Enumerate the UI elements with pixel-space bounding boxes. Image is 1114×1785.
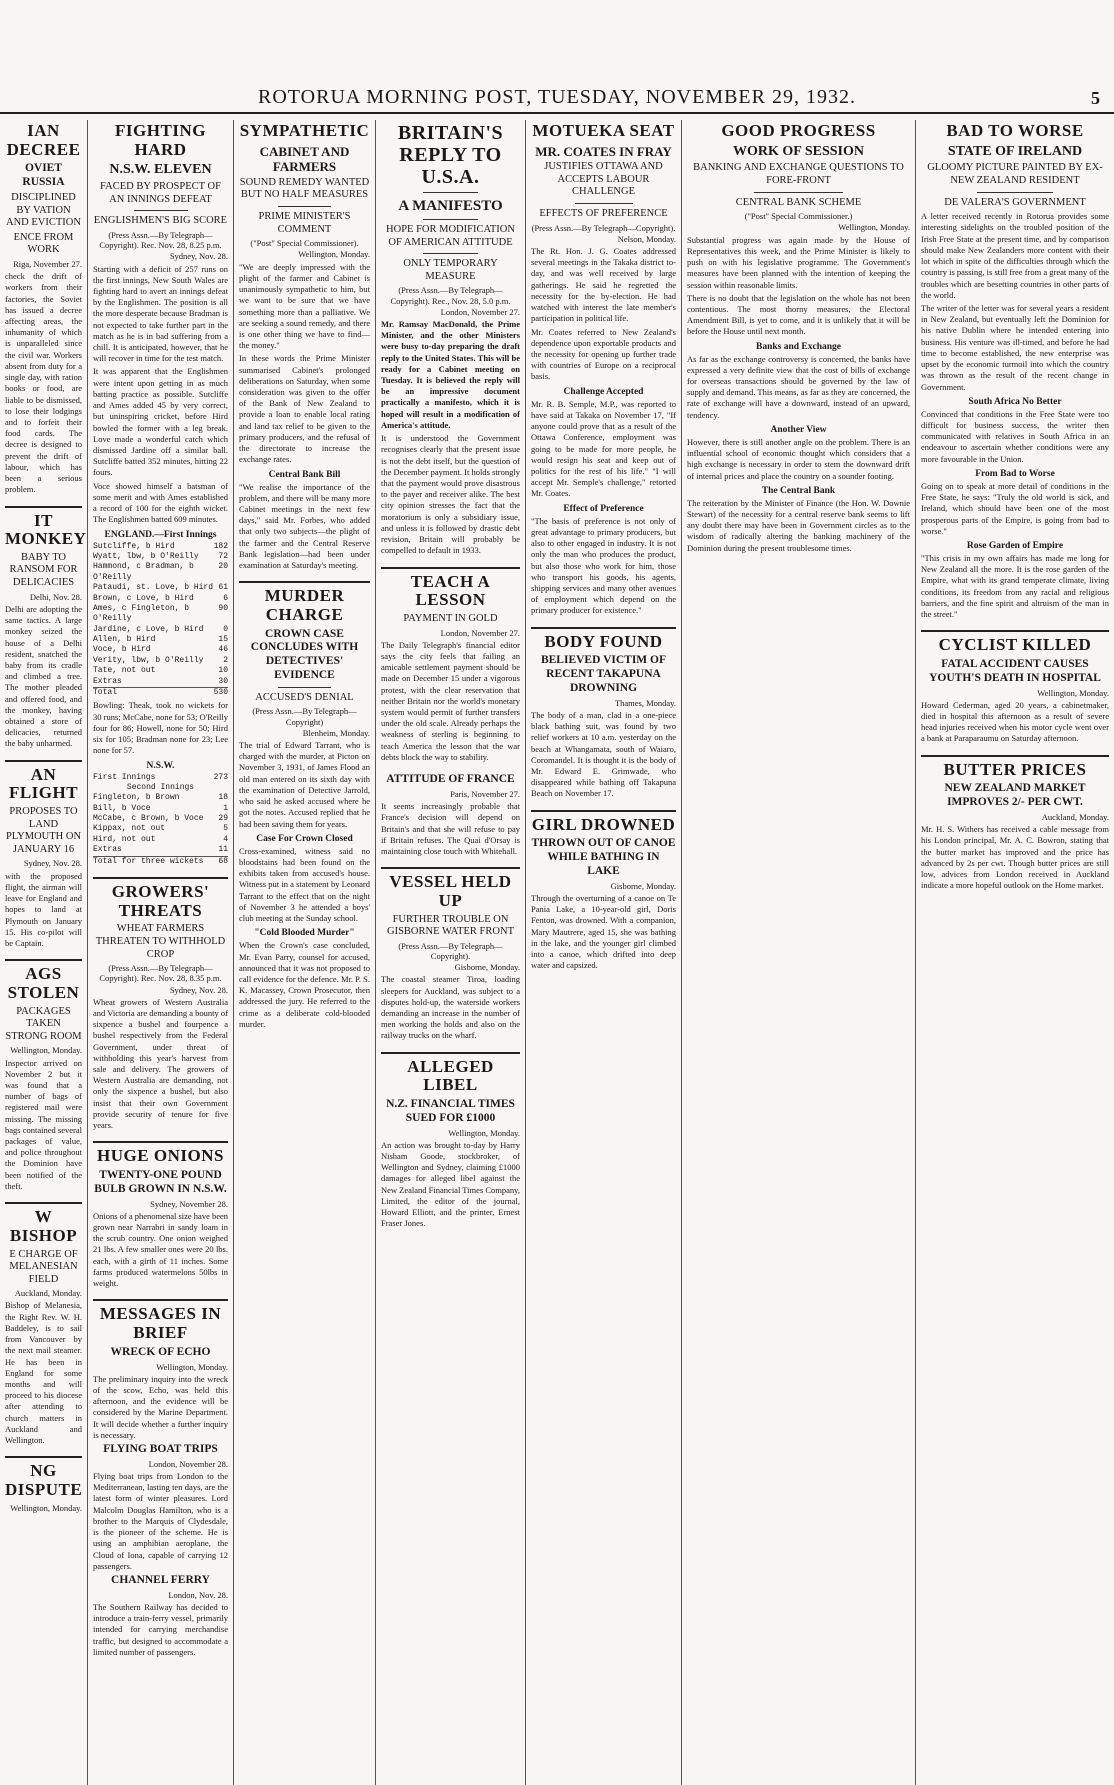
article-text: The body of a man, clad in a one-piece black bathing suit, was found by two relief workers at 10 a.m. yesterday on the beach at Whangamata, south of Waiaro, Coromandel. It is thought it is the body of Mr. Edward E. Grimwade, who disappeared while bathing off Takapuna Beach on November 17.: [531, 709, 676, 799]
article-text: "We realise the importance of the problem, and there will be many more Cabinet meetings in the next few days," said Mr. Forbes, who added that only two subjects—the plight of the farmer and the Central Reserve Bank legislation—had been under examination at Saturday's meeting.: [239, 481, 370, 571]
dateline: Paris, November 27.: [450, 788, 520, 799]
dateline: Wellington, Monday.: [10, 1045, 82, 1056]
article-text: In these words the Prime Minister summarised Cabinet's prolonged deliberations on Saturday, when some consideration was given to the offer of the Bank of New Zealand to provide a loan to enable local rating and land tax relief to be given to the primary producers, and the refusal of the directorate to increase the exchange rates.: [239, 353, 370, 465]
credit-line: ("Post" Special Commissioner).: [250, 238, 359, 249]
divider: [93, 1141, 228, 1143]
divider: [5, 1202, 82, 1204]
subheadline: FATAL ACCIDENT CAUSES YOUTH'S DEATH IN HOSPITAL: [929, 657, 1101, 684]
subheadline: BABY TO RANSOM FOR DELICACIES: [9, 551, 78, 589]
score-row: Kippax, not out 5: [93, 824, 228, 834]
headline: CYCLIST KILLED: [938, 635, 1092, 655]
headline: SYMPATHETIC: [239, 121, 370, 140]
section-heading: Banks and Exchange: [755, 341, 841, 352]
section-heading: Central Bank Bill: [268, 469, 341, 480]
article-text: "The basis of preference is not only of great advantage to primary producers, but also to other engaged in industry. It is not only the man who produces the product, but also those who work for him, those who transport his goods, his agents, shipping services and many other avenues of employment which depend on the primary producer for existence.": [531, 515, 676, 616]
subheadline: HOPE FOR MODIFICATION OF AMERICAN ATTITUDE: [386, 224, 515, 248]
subheadline: WHEAT FARMERS THREATEN TO WITHHOLD CROP: [95, 923, 226, 960]
divider: [381, 567, 520, 569]
score-row: Jardine, c Love, b Hird 0: [93, 624, 228, 634]
headline: IT MONKEY: [5, 510, 87, 549]
section-heading: Challenge Accepted: [563, 386, 644, 397]
headline: HUGE ONIONS: [97, 1146, 224, 1166]
column-5: [526, 120, 682, 1785]
article-text: Through the overturning of a canoe on Te Pania Lake, a 10-year-old girl, Doris Fenton, was drowned. With a companion, Mary Mautrere, aged 15, she was bathing in the lake, and the younger girl climbed into a canoe, which drifted into deep water and capsized.: [531, 892, 676, 971]
section-heading: Case For Crown Closed: [256, 833, 353, 844]
credit-line: (Press Assn.—By Telegraph—Copyright). Rec., Nov. 28, 5.0 p.m.: [390, 285, 511, 306]
article-vessel-held-up: [381, 873, 520, 1041]
credit-line: ("Post" Special Commissioner.): [744, 211, 853, 222]
article-bishop: [5, 1208, 82, 1446]
headline: BODY FOUND: [544, 631, 663, 651]
subheadline: PACKAGES TAKEN STRONG ROOM: [5, 1005, 82, 1042]
scorecard-title: ENGLAND.—First Innings: [104, 529, 217, 540]
dateline: London, November 28.: [148, 1458, 228, 1469]
article-text: The reiteration by the Minister of Finance (the Hon. W. Downie Stewart) of the necessity for a central reserve bank seems to lift any doubt there may have been in Government circles as to the wisdom of radically altering the banking machinery of the Dominion during the present troublesome times.: [687, 497, 910, 553]
article-text: It was apparent that the Englishmen were intent upon getting in as much batting practice as possible. Sutcliffe and Ames added 45 by very correct, but uninspiring cricket, before Hird bowled the former with a leg break. Love made a wonderful catch which dismissed Jardine off a similar ball. Sutcliffe batted 352 minutes, hitting 22 fours.: [93, 366, 228, 478]
subheadline: EFFECTS OF PREFERENCE: [539, 208, 668, 220]
dateline: Wellington, Monday.: [156, 1361, 228, 1372]
masthead: [0, 84, 1114, 114]
article-text: Mr. H. S. Withers has received a cable message from his London principal, Mr. A. C. Bowron, stating that the butter market has improved and the price has advanced by 2s per cwt. Though butter prices are still low, advices from London received in Auckland indicate a more hopeful outlook on the Home market.: [921, 824, 1109, 891]
headline: AGS STOLEN: [7, 964, 80, 1002]
subheadline: CABINET AND FARMERS: [259, 143, 350, 175]
headline: W BISHOP: [9, 1207, 78, 1245]
subheadline: N.Z. FINANCIAL TIMES SUED FOR £1000: [386, 1097, 515, 1124]
score-row: Bill, b Voce 1: [93, 803, 228, 813]
section-heading: From Bad to Worse: [975, 468, 1055, 479]
subheadline: BANKING AND EXCHANGE QUESTIONS TO FORE-FRONT: [693, 162, 904, 187]
subheadline: THROWN OUT OF CANOE WHILE BATHING IN LAKE: [531, 837, 676, 877]
divider: [5, 959, 82, 961]
divider: [921, 630, 1109, 632]
dateline: Nelson, Monday.: [617, 233, 676, 244]
subheadline: E CHARGE OF MELANESIAN FIELD: [9, 1248, 78, 1285]
divider: [531, 810, 676, 812]
headline: FIGHTING HARD: [115, 121, 206, 159]
headline: VESSEL HELD UP: [389, 872, 512, 910]
article-text: The preliminary inquiry into the wreck of the scow, Echo, was held this afternoon, and the evidence will be considered by the Marine Department. It will decide whether a further inquiry is necessary.: [93, 1373, 228, 1440]
column-2: [88, 120, 234, 1785]
subheadline: NEW ZEALAND MARKET IMPROVES 2/- PER CWT.: [944, 782, 1086, 809]
article-britains-reply: [381, 122, 520, 557]
article-text: When the Crown's case concluded, Mr. Evan Parry, counsel for accused, announced that it was not proposed to call evidence for the defence. Mr. P. S. K. Macassey, Crown Prosecutor, then addressed the jury. He referred to the crime as a deliberate cold-blooded murder.: [239, 940, 370, 1029]
subheadline: ACCUSED'S DENIAL: [255, 691, 354, 703]
score-row: Wyatt, lbw, b O'Reilly 72: [93, 551, 228, 561]
headline: GROWERS' THREATS: [111, 882, 210, 920]
score-row: Voce, b Hird 46: [93, 645, 228, 655]
subheadline: N.S.W. ELEVEN: [109, 162, 212, 178]
headline: AN FLIGHT: [8, 764, 79, 803]
subheadline: WORK OF SESSION: [733, 143, 864, 159]
article-text: Bishop of Melanesia, the Right Rev. W. H. Baddeley, is to sail from Vancouver by the next mail steamer. He has been in England for some months and will proceed to his diocese after attending to church matters in Auckland and Wellington.: [5, 1300, 82, 1446]
article-text: However, there is still another angle on the problem. There is an influential school of economic thought which considers that a high exchange is necessary in order to stem the downward drift of internal prices and place the country on a sounder footing.: [687, 436, 910, 481]
headline: GOOD PROGRESS: [721, 121, 876, 140]
credit-line: (Press Assn.—By Telegraph—Copyright).: [531, 222, 676, 233]
rule: [278, 206, 330, 207]
scorecard-england: [93, 542, 228, 699]
rule: [423, 253, 479, 254]
article-text: Substantial progress was again made by the House of Representatives this week, and the Prime Minister is likely to push on with his legislative programme. The Government's measures have been planned with the intention of keeping the session within reasonable limits.: [687, 234, 910, 290]
dateline: Wellington, Monday.: [10, 1502, 82, 1513]
dateline: Sydney, Nov. 28.: [169, 984, 228, 995]
score-row: McCabe, c Brown, b Voce 29: [93, 814, 228, 824]
headline: MURDER CHARGE: [264, 586, 345, 624]
headline: BAD TO WORSE: [946, 121, 1084, 140]
column-7: [916, 120, 1114, 1785]
rule: [423, 192, 479, 193]
article-text: The writer of the letter was for several years a resident in New Zealand, but eventually left the Dominion for his native Dublin where he intended entering into business. His venture was ill-timed, and before he had time to become established, the new enterprise was upset by the economic turmoil into which the country was thrown as the result of the recent change in Government.: [921, 303, 1109, 392]
credit-line: (Press Assn.—By Telegraph—Copyright): [252, 706, 357, 727]
subheadline: CHANNEL FERRY: [111, 1573, 210, 1586]
dateline: Delhi, Nov. 28.: [29, 591, 82, 602]
dateline: Gisborne, Monday.: [610, 880, 676, 891]
score-row: Extras 30: [93, 676, 228, 686]
article-text: Mr. R. B. Semple, M.P., was reported to have said at Takaka on November 17, "If anyone could prove that as a result of the Ottawa Conference, employment was going to be made for more people, he would resign his seat and keep out of politics for the rest of his life." "I will accept Mr. Semple's challenge," retorted Mr. Coates.: [531, 398, 676, 499]
credit-line: (Press Assn.—By Telegraph—Copyright).: [398, 940, 503, 961]
article-text: "We are deeply impressed with the plight of the farmer and Cabinet is unanimously sympathetic to him, but we want to be sure that we have something more than a palliative. We are seeking a sound remedy, and there is one other thing we have to find—the money.": [239, 261, 370, 351]
subheadline: JUSTIFIES OTTAWA AND ACCEPTS LABOUR CHALLENGE: [544, 161, 663, 198]
divider: [239, 581, 370, 583]
headline: TEACH A LESSON: [410, 571, 491, 610]
dateline: London, Nov. 28.: [168, 1589, 228, 1600]
article-fighting-hard: [93, 122, 228, 867]
dateline: Wellington, Monday.: [298, 249, 370, 260]
score-row: Verity, lbw, b O'Reilly 2: [93, 655, 228, 665]
subheadline: STATE OF IRELAND: [947, 143, 1083, 159]
divider: [5, 1456, 82, 1458]
section-heading: "Cold Blooded Murder": [254, 928, 355, 939]
subheadline: FACED BY PROSPECT OF AN INNINGS DEFEAT: [100, 181, 221, 205]
subheadline: A MANIFESTO: [398, 198, 503, 214]
scorecard-nsw: [93, 773, 228, 868]
article-butter-prices: [921, 761, 1109, 892]
article-text: Mr. Coates referred to New Zealand's dependence upon exportable products and the necessity for opening up further trade with countries of Europe on a reciprocal basis.: [531, 326, 676, 382]
subheadline: PROPOSES TO LAND PLYMOUTH ON JANUARY 16: [5, 806, 82, 855]
score-row: Fingleton, b Brown 18: [93, 793, 228, 803]
section-heading: South Africa No Better: [968, 396, 1062, 407]
article-text: Cross-examined, witness said no bloodstains had been found on the exhibits taken from accused's house. Witness put in a statement by Leonard Tarrant to the effect that on the night of November 3 he attended a boys' club meeting at the Sunday school.: [239, 845, 370, 924]
article-alleged-libel: [381, 1058, 520, 1230]
headline: BRITAIN'S REPLY TO U.S.A.: [397, 122, 504, 188]
subheadline: TWENTY-ONE POUND BULB GROWN IN N.S.W.: [94, 1169, 227, 1195]
article-growers-threats: [93, 883, 228, 1131]
article-text: The Rt. Hon. J. G. Coates addressed several meetings in the Takaka district to-day, and was well received by large gatherings. He said he regretted the necessity for the by-election. He had watched with interest the late member's participation in political life.: [531, 246, 676, 324]
dateline: Sydney, Nov. 28.: [169, 251, 228, 262]
rule: [423, 219, 479, 220]
article-text: The Southern Railway has decided to introduce a train-ferry vessel, primarily intended for carrying merchandise traffic, but designed to accommodate a limited number of passengers.: [93, 1601, 228, 1657]
credit-line: (Press Assn.—By Telegraph—Copyright). Rec. Nov. 28, 8.25 p.m.: [99, 229, 222, 251]
subheadline: WRECK OF ECHO: [110, 1345, 211, 1358]
subheadline: PAYMENT IN GOLD: [403, 612, 498, 624]
dateline: Wellington, Monday.: [838, 222, 910, 233]
article-flight: [5, 766, 82, 949]
score-subtitle: Second Innings: [126, 782, 195, 792]
subheadline: ENCE FROM WORK: [13, 231, 74, 256]
article-murder-charge: [239, 587, 370, 1030]
article-text: Convinced that conditions in the Free State were too difficult for business success, the writer then communicated with relatives in South Africa in an endeavour to ascertain whether conditions were any more favourable in the Union.: [921, 408, 1109, 464]
score-row: First Innings 273: [93, 772, 228, 782]
dateline: Riga, November 27.: [13, 258, 82, 269]
column-6: [682, 120, 916, 1785]
article-text: The Daily Telegraph's financial editor says the city feels that failing an amicable settlement payment should be made on December 15 under a vigorous protest, with the clear reservation that neither Britain nor the world's monetary system would permit of further transfers under the old scale. Already perhaps the weakness of sterling is beginning to teach America the lesson that the war debts block the way to stability.: [381, 639, 520, 762]
section-heading: Rose Garden of Empire: [966, 540, 1064, 551]
dateline: Auckland, Monday.: [1041, 811, 1109, 822]
subheadline: MR. COATES IN FRAY: [535, 143, 672, 159]
rule: [575, 203, 633, 204]
dateline: Auckland, Monday.: [14, 1288, 82, 1299]
article-text: The trial of Edward Tarrant, who is charged with the murder, at Picton on November 3, 1931, of James Flood an old man entered on its sixth day with the examination of Detective Jarrold, who said he asked accused where he got the notes. Accused replied that he had been saving them for years.: [239, 740, 370, 829]
article-text: Going on to speak at more detail of conditions in the Free State, he says: "Truly the old world is sick, and Ireland, which should have been one of the most prosperous parts of the Empire, is going from bad to worse.": [921, 480, 1109, 536]
score-row: Tate, not out 10: [93, 666, 228, 676]
article-text: check the drift of workers from their factories, the Soviet has issued a decree affecting areas, the inhumanity of which is unparalleled since the civil war. Workers absent from duty for a single day, with ration books or food, are liable to be dismissed, to lose their lodgings and to forfeit their food cards. The decree is designed to prevent the drift of labour, which has been a serious problem.: [5, 271, 82, 495]
article-good-progress: [687, 122, 910, 554]
article-sympathetic: [239, 122, 370, 571]
subheadline: DISCIPLINED BY VATION AND EVICTION: [6, 191, 81, 229]
score-row: Hird, not out 4: [93, 834, 228, 844]
score-row: Hammond, c Bradman, b O'Reilly 20: [93, 562, 228, 582]
article-attitude-of-france: [381, 773, 520, 857]
divider: [531, 627, 676, 629]
article-girl-drowned: [531, 816, 676, 972]
article-text: with the proposed flight, the airman will leave for England and hopes to land at Plymouth on January 15. His co-pilot will be Captain.: [5, 870, 82, 948]
dateline: Blenheim, Monday.: [302, 727, 370, 738]
article-text: Onions of a phenomenal size have been grown near Narrabri in sandy loam in the scrub country. One onion weighed 21 lbs. A few smaller ones were 20 lbs. each, with a girth of 11 inches. Some farms produced watermelons 50lbs in weight.: [93, 1210, 229, 1289]
dateline: Gisborne, Monday.: [454, 962, 520, 973]
subheadline: PRIME MINISTER'S COMMENT: [258, 211, 351, 235]
headline: BUTTER PRICES: [943, 759, 1087, 779]
dateline: London, November 27.: [440, 627, 520, 638]
dateline: Wellington, Monday.: [448, 1127, 520, 1138]
article-teach-a-lesson: [381, 573, 520, 764]
dateline: Sydney, November 28.: [150, 1198, 228, 1209]
divider: [381, 1052, 520, 1054]
score-total: Total 530: [93, 688, 228, 698]
rule: [134, 210, 188, 211]
page-number: 5: [1091, 88, 1100, 108]
article-text: A letter received recently in Rotorua provides some interesting sidelights on the troubled position of the Irish Free State at the present time, and by comparison should make New Zealanders more content with their lot which in spite of the difficulties through which the country is passing, is still free from a great many of the troubles which are besetting countries in other parts of the world.: [921, 211, 1109, 300]
rule: [977, 192, 1052, 193]
article-text: It seems increasingly probable that France's decision will depend on Britain's and that she will refuse to pay if Britain refuses. The Quai d'Orsay is maintaining close touch with Whitehall.: [381, 801, 520, 856]
divider: [5, 506, 82, 508]
divider: [93, 1299, 228, 1301]
article-bags-stolen: [5, 965, 82, 1192]
headline: GIRL DROWNED: [531, 814, 676, 834]
subheadline: FLYING BOAT TRIPS: [103, 1443, 218, 1456]
subheadline: CENTRAL BANK SCHEME: [735, 196, 862, 208]
article-text: Howard Cederman, aged 20 years, a cabinetmaker, died in hospital this afternoon as a result of severe head injuries received when his motor cycle went over a bank at Paraparaumu on Saturday afternoon.: [921, 699, 1109, 744]
section-heading: The Central Bank: [761, 485, 836, 496]
score-row: Pataudi, st. Love, b Hird 61: [93, 583, 228, 593]
credit-line: (Press Assn.—By Telegraph—Copyright). Rec. Nov. 28, 8.35 p.m.: [99, 963, 222, 984]
article-cyclist-killed: [921, 636, 1109, 744]
subheadline: CROWN CASE CONCLUDES WITH DETECTIVES' EVIDENCE: [250, 627, 359, 682]
headline: MOTUEKA SEAT: [532, 121, 675, 140]
article-dispute: [5, 1462, 82, 1513]
score-row: Extras 11: [93, 845, 228, 855]
article-huge-onions: [93, 1147, 228, 1289]
masthead-title: ROTORUA MORNING POST, TUESDAY, NOVEMBER 29, 1932.: [258, 86, 856, 108]
article-text: It is understood the Government recognises clearly that the present issue is not the debt itself, but the question of the December payment. It holds strongly that the payment would prove disastrous to the payer and receiver alike. The best city opinion stresses the fact that the moratorium is only a subsidiary issue, and unless it is followed by drastic debt revision, Britain will probably be compelled to default in 1933.: [381, 433, 520, 556]
headline: MESSAGES IN BRIEF: [99, 1304, 222, 1343]
article-text: Voce showed himself a batsman of some merit and with Ames established a record of 100 for the eighth wicket. The Englishmen batted 609 minutes.: [93, 480, 228, 525]
article-bad-to-worse: [921, 122, 1109, 620]
dateline: Thames, Monday.: [614, 697, 676, 708]
subheadline: ATTITUDE OF FRANCE: [386, 773, 515, 786]
subheadline: FURTHER TROUBLE ON GISBORNE WATER FRONT: [387, 913, 514, 938]
divider: [921, 755, 1109, 757]
score-total: Total for three wickets 68: [93, 856, 228, 866]
column-4: [376, 120, 526, 1785]
article-text: "This crisis in my own affairs has made me long for New Zealand all the more. It is the rose garden of the Empire, what with its grand temperate climate, living conditions, its freedom from any racial and religious barriers, and the fine spirit and altruism of the man in the street.": [921, 552, 1109, 620]
scorecard-title: N.S.W.: [146, 760, 175, 771]
section-heading: Another View: [770, 424, 827, 435]
article-body-found: [531, 633, 676, 800]
columns: [0, 120, 1114, 1785]
score-row: Sutcliffe, b Hird 182: [93, 541, 228, 551]
subheadline: ENGLISHMEN'S BIG SCORE: [93, 215, 228, 227]
headline: NG DISPUTE: [5, 1461, 83, 1499]
section-heading: Effect of Preference: [563, 503, 644, 514]
subheadline: BELIEVED VICTIM OF RECENT TAKAPUNA DROWNING: [540, 654, 667, 694]
article-ian-decree: [5, 122, 82, 496]
article-text: Starting with a deficit of 257 runs on the first innings, New South Wales are fighting hard to avert an innings defeat by the Englishmen. The position is all the more desperate because Bradman is not expected to take further part in the match as he is in bad suffering from a chill. It is anticipated, however, that he will recover in time for the test match.: [93, 263, 228, 364]
score-row: Brown, c Love, b Hird 6: [93, 593, 228, 603]
divider: [5, 760, 82, 762]
lead-paragraph: Mr. Ramsay MacDonald, the Prime Minister, and the other Ministers were busy to-day preparing the draft reply to the United States. This will be ready for a Cabinet meeting on Tuesday. It is believed the reply will be an impressive document practically a manifesto, which it is hoped will result in a modification of America's attitude.: [381, 318, 520, 430]
article-text: An action was brought to-day by Harry Nisham Goode, stockbroker, of Wellington and Sydney, claiming £1000 damages for alleged libel against the New Zealand Financial Times Company, Limited, the editor of the journal, Howard Elliott, and the printer, Ernest Fraser Jones.: [381, 1139, 520, 1229]
headline: IAN DECREE: [6, 121, 81, 159]
dateline: Sydney, Nov. 28.: [23, 858, 82, 869]
article-text: There is no doubt that the legislation on the whole has not been contentious. The most thorny measures, the Electoral Amendment Bill, is yet to come, and it is unlikely that it will be before the House until next month.: [687, 292, 910, 337]
subheadline: OVIET RUSSIA: [22, 162, 65, 189]
divider: [381, 867, 520, 869]
subheadline: GLOOMY PICTURE PAINTED BY EX-NEW ZEALAND RESIDENT: [927, 162, 1103, 187]
article-motueka-seat: [531, 122, 676, 617]
divider: [93, 877, 228, 879]
column-1: [0, 120, 88, 1785]
column-3: [234, 120, 376, 1785]
bowling-note: Bowling: Theak, took no wickets for 30 runs; McCabe, none for 53; O'Reilly four for 86; Howell, none for 50; Hird six for 105; Bradman none for 23; Lee none for 57.: [93, 700, 228, 756]
article-messages-in-brief: [93, 1305, 228, 1658]
article-text: As far as the exchange controversy is concerned, the banks have expressed a very definite view that the cost of bills of exchange for overseas transactions should be governed by the law of supply and demand. This means, as far as they are concerned, the rate of exchange will have a downward, instead of an upward, tendency.: [687, 353, 910, 420]
rule: [754, 192, 843, 193]
article-monkey: [5, 510, 87, 750]
score-row: Ames, c Fingleton, b O'Reilly 90: [93, 603, 228, 624]
article-text: Flying boat trips from London to the Mediterranean, lasting ten days, are the latest form of winter pleasures. Lord Malcolm Douglas Hamilton, who is a brother to the Marquis of Clydesdale, is the pioneer of the scheme. He is using an amphibian aeroplane, the Cloud of Iona, capable of carrying 12 passengers.: [93, 1471, 228, 1571]
headline: ALLEGED LIBEL: [407, 1056, 494, 1095]
dateline: Wellington, Monday.: [1037, 687, 1109, 698]
score-row: Allen, b Hird 15: [93, 635, 228, 645]
rule: [278, 687, 330, 688]
article-text: Delhi are adopting the same tactics. A large monkey seized the house of a Delhi resident, snatched the baby from its cradle and climbed a tree. The mother pleaded and offered food, and the monkey, having obtained a store of delicacies, returned the baby unharmed.: [5, 603, 82, 749]
dateline: London, November 27.: [440, 306, 520, 317]
subheadline: ONLY TEMPORARY MEASURE: [403, 258, 498, 282]
article-text: Wheat growers of Western Australia and Victoria are demanding a bounty of sixpence a bushel and fourpence a bushel respectively from the Federal Government, under threat of withholding this year's harvest from sale and delivery. The growers of Western Australia are demanding, not only the sixpence a bushel, but also insist that their own Government provide security of tenure for five years.: [93, 996, 228, 1131]
subheadline: DE VALERA'S GOVERNMENT: [944, 196, 1086, 208]
article-text: Inspector arrived on November 2 but it was found that a number of bags of registered mail were missing. The missing bags contained several packages of value, and police throughout the Dominion have been notified of the theft.: [5, 1057, 82, 1191]
article-text: The coastal steamer Tiroa, loading sleepers for Auckland, was subject to a disputes hold-up, the waterside workers demanding an increase in the number of men working the holds and also on the railway trucks on the wharf.: [381, 974, 520, 1041]
subheadline: SOUND REMEDY WANTED BUT NO HALF MEASURES: [239, 176, 370, 201]
